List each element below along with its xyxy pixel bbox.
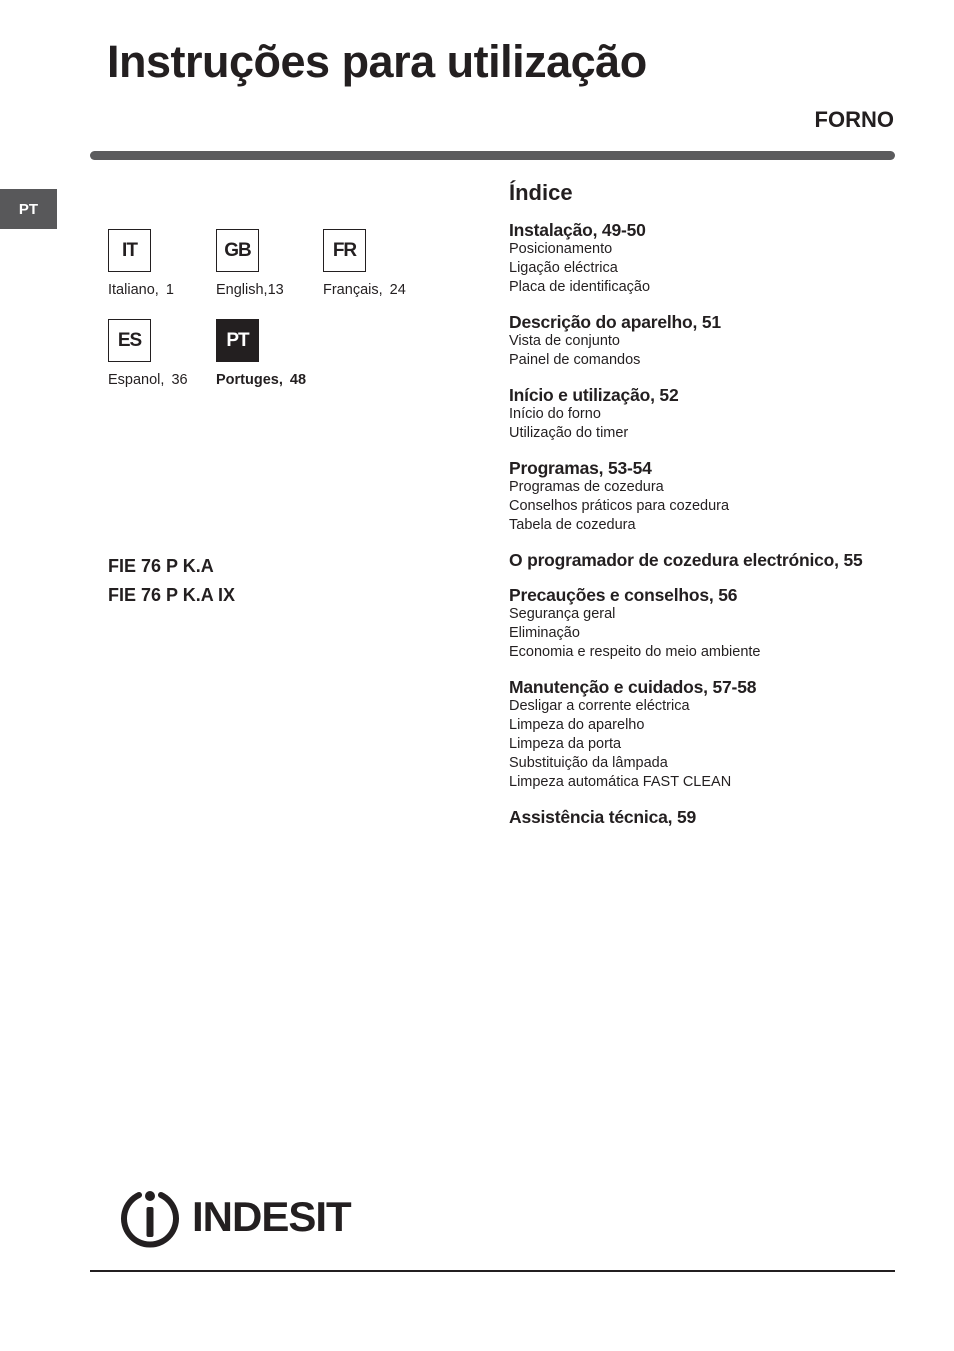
toc-section (509, 221, 889, 297)
toc-item: Limpeza automática FAST CLEAN (509, 774, 732, 790)
toc-item: Programas de cozedura (509, 479, 664, 495)
language-label: Espanol, 36 (108, 372, 188, 388)
toc-item: Vista de conjunto (509, 333, 620, 349)
toc-item: Segurança geral (509, 606, 616, 622)
brand-name: INDESIT (192, 1193, 351, 1240)
language-label-selected: Portuges, 48 (216, 372, 307, 388)
model-name: FIE 76 P K.A (108, 556, 214, 576)
toc-item: Placa de identificação (509, 279, 651, 295)
header-divider (90, 151, 895, 160)
brand-logo (118, 1185, 351, 1249)
language-es[interactable] (108, 319, 188, 388)
language-label: Français, 24 (323, 282, 406, 298)
toc-item: Substituição da lâmpada (509, 755, 668, 771)
language-code-box: GB (216, 229, 259, 272)
toc-section (509, 313, 889, 370)
language-label: Italiano, 1 (108, 282, 174, 298)
toc-item: Tabela de cozedura (509, 517, 636, 533)
toc-section (509, 386, 889, 443)
model-list (108, 552, 235, 610)
toc-item: Painel de comandos (509, 352, 641, 368)
toc-section (509, 808, 889, 827)
language-code-box-selected: PT (216, 319, 259, 362)
toc-section-title[interactable]: Programas, 53-54 (509, 458, 652, 478)
toc-item: Utilização do timer (509, 425, 629, 441)
language-fr[interactable] (323, 229, 406, 298)
product-type: FORNO (814, 107, 894, 132)
toc-item: Limpeza da porta (509, 736, 622, 752)
indesit-logo-icon (118, 1185, 182, 1249)
index-heading: Índice (509, 180, 573, 205)
table-of-contents (509, 180, 889, 843)
toc-section (509, 551, 889, 570)
toc-section-title[interactable]: Precauções e conselhos, 56 (509, 585, 738, 605)
language-it[interactable] (108, 229, 174, 298)
toc-item: Eliminação (509, 625, 580, 641)
page-title: Instruções para utilização (107, 36, 647, 87)
language-label: English,13 (216, 282, 284, 298)
language-code-box: FR (323, 229, 366, 272)
language-side-tab: PT (0, 189, 57, 229)
toc-section-title[interactable]: O programador de cozedura electrónico, 55 (509, 550, 863, 570)
toc-section-title[interactable]: Assistência técnica, 59 (509, 807, 697, 827)
model-name: FIE 76 P K.A IX (108, 585, 236, 605)
language-gb[interactable] (216, 229, 284, 298)
toc-item: Limpeza do aparelho (509, 717, 645, 733)
toc-section-title[interactable]: Descrição do aparelho, 51 (509, 312, 721, 332)
language-pt[interactable] (216, 319, 306, 388)
language-code-box: IT (108, 229, 151, 272)
toc-item: Economia e respeito do meio ambiente (509, 644, 761, 660)
toc-section (509, 586, 889, 662)
toc-item: Ligação eléctrica (509, 260, 618, 276)
toc-section (509, 678, 889, 792)
toc-section-title[interactable]: Início e utilização, 52 (509, 385, 679, 405)
toc-item: Início do forno (509, 406, 601, 422)
toc-section (509, 459, 889, 535)
toc-item: Posicionamento (509, 241, 613, 257)
toc-section-title[interactable]: Instalação, 49-50 (509, 220, 646, 240)
footer-divider (90, 1270, 895, 1272)
language-code-box: ES (108, 319, 151, 362)
toc-section-title[interactable]: Manutenção e cuidados, 57-58 (509, 677, 757, 697)
toc-item: Conselhos práticos para cozedura (509, 498, 730, 514)
toc-item: Desligar a corrente eléctrica (509, 698, 690, 714)
